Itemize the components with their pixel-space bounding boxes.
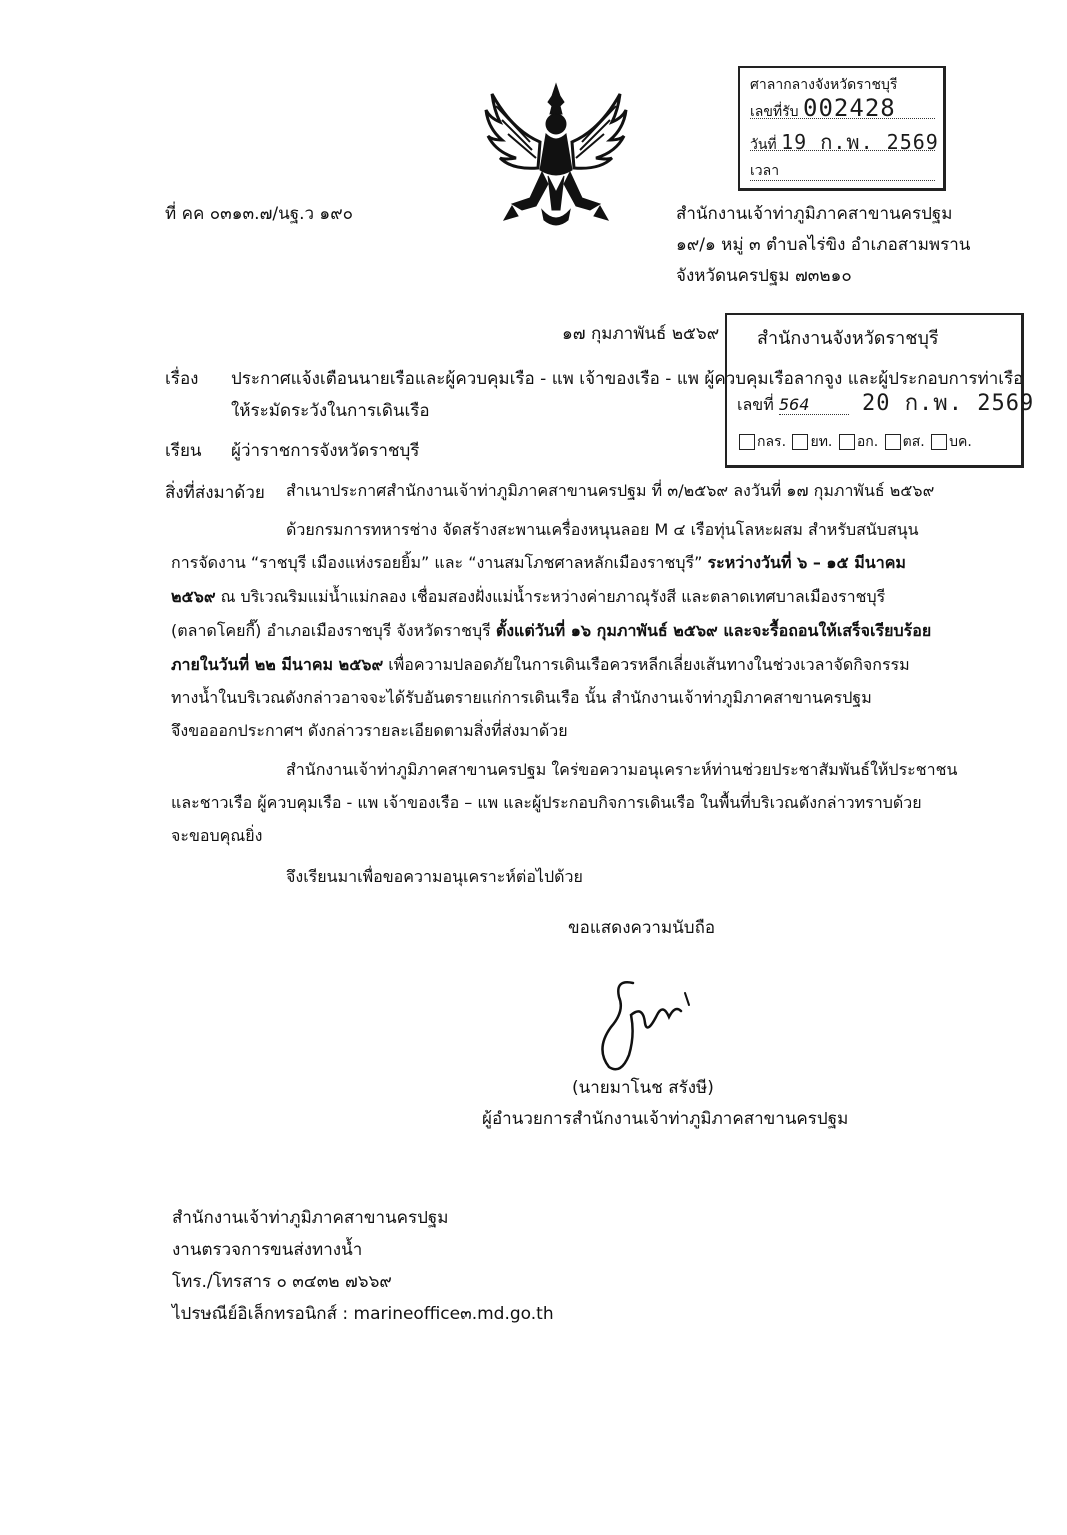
signer-position: ผู้อำนวยการสำนักงานเจ้าท่าภูมิภาคสาขานครปฐม	[482, 1109, 849, 1129]
province-stamp-options: กลร. ยท. อก. ตส. บค.	[737, 431, 972, 453]
province-stamp-office: สำนักงานจังหวัดราชบุรี	[757, 328, 939, 349]
receive-stamp-date: 19 ก.พ. 2569	[781, 130, 939, 154]
receive-stamp	[738, 66, 946, 191]
body-p1-line3: ๒๕๖๙ ณ บริเวณริมแม่น้ำแม่กลอง เชื่อมสองฝั่งแม่น้ำระหว่างค่ายภาณุรังสี และตลาดเทศบาลเมืองราชบุรี	[171, 587, 886, 606]
checkbox-icon	[931, 434, 947, 450]
body-p2-line1: สำนักงานเจ้าท่าภูมิภาคสาขานครปฐม ใคร่ขอความอนุเคราะห์ท่านช่วยประชาสัมพันธ์ให้ประชาชน	[286, 760, 958, 779]
garuda-emblem-icon	[482, 80, 630, 230]
document-date: ๑๗ กุมภาพันธ์ ๒๕๖๙	[562, 324, 720, 344]
sender-address-1: ๑๙/๑ หมู่ ๓ ตำบลไร่ขิง อำเภอสามพราน	[676, 235, 971, 255]
body-p1-line7: จึงขอออกประกาศฯ ดังกล่าวรายละเอียดตามสิ่งที่ส่งมาด้วย	[171, 721, 568, 740]
province-stamp-number-label: เลขที่	[737, 395, 774, 414]
checkbox-icon	[739, 434, 755, 450]
footer-section: งานตรวจการขนส่งทางน้ำ	[172, 1240, 363, 1260]
closing-regards: ขอแสดงความนับถือ	[568, 918, 716, 938]
enclosure-value: สำเนาประกาศสำนักงานเจ้าท่าภูมิภาคสาขานครปฐม ที่ ๓/๒๕๖๙ ลงวันที่ ๑๗ กุมภาพันธ์ ๒๕๖๙	[286, 481, 935, 500]
body-p2-line3: จะขอบคุณยิ่ง	[171, 826, 263, 845]
signature-icon	[585, 975, 725, 1075]
to-label: เรียน	[165, 441, 202, 461]
receive-stamp-number-label: เลขที่รับ	[750, 104, 799, 120]
province-stamp	[725, 313, 1035, 468]
body-p2-line2: และชาวเรือ ผู้ควบคุมเรือ - แพ เจ้าของเรือ – แพ และผู้ประกอบกิจการเดินเรือ ในพื้นที่บริเวณดังกล่าวทราบด้วย	[171, 793, 922, 812]
body-p1-line6: ทางน้ำในบริเวณดังกล่าวอาจจะได้รับอันตรายแก่การเดินเรือ นั้น สำนักงานเจ้าท่าภูมิภาคสาขานครปฐม	[171, 688, 872, 707]
body-p1-line4: (ตลาดโคยกี๊) อำเภอเมืองราชบุรี จังหวัดราชบุรี ตั้งแต่วันที่ ๑๖ กุมภาพันธ์ ๒๕๖๙ และจะรื้อถอนให้เสร็จเรียบร้อย	[171, 621, 932, 640]
body-p1-line2: การจัดงาน “ราชบุรี เมืองแห่งรอยยิ้ม” และ “งานสมโภชศาลหลักเมืองราชบุรี” ระหว่างวันที่ ๖ – ๑๕ มีนาคม	[171, 553, 906, 572]
body-p3: จึงเรียนมาเพื่อขอความอนุเคราะห์ต่อไปด้วย	[286, 867, 583, 886]
body-p1-line1: ด้วยกรมการทหารช่าง จัดสร้างสะพานเครื่องหนุนลอย M ๔ เรือทุ่นโลหะผสม สำหรับสนับสนุน	[286, 520, 919, 539]
province-stamp-number: 564	[779, 395, 849, 415]
to-value: ผู้ว่าราชการจังหวัดราชบุรี	[231, 441, 420, 461]
receive-stamp-date-label: วันที่	[750, 137, 777, 153]
footer-email: ไปรษณีย์อิเล็กทรอนิกส์ : marineoffice๓.md.go.th	[172, 1304, 554, 1324]
subject-label: เรื่อง	[165, 369, 199, 389]
checkbox-icon	[792, 434, 808, 450]
signature	[585, 975, 725, 1075]
receive-stamp-office: ศาลากลางจังหวัดราชบุรี	[750, 77, 898, 93]
sender-office: สำนักงานเจ้าท่าภูมิภาคสาขานครปฐม	[676, 204, 953, 224]
subject-line-2: ให้ระมัดระวังในการเดินเรือ	[231, 401, 430, 421]
checkbox-icon	[839, 434, 855, 450]
document-ref: ที่ คค ๐๓๑๓.๗/นฐ.ว ๑๙๐	[165, 204, 354, 224]
signer-name: (นายมาโนช สรังษี)	[572, 1078, 714, 1098]
garuda-emblem	[482, 80, 630, 230]
footer-phone: โทร./โทรสาร ๐ ๓๔๓๒ ๗๖๖๙	[172, 1272, 392, 1292]
subject-line-1: ประกาศแจ้งเตือนนายเรือและผู้ควบคุมเรือ - แพ เจ้าของเรือ - แพ ผู้ควบคุมเรือลากจูง และผู้ประกอบการท่าเรือ	[231, 369, 1024, 389]
sender-address-2: จังหวัดนครปฐม ๗๓๒๑๐	[676, 266, 852, 286]
receive-stamp-time-label: เวลา	[750, 163, 780, 179]
body-p1-line5: ภายในวันที่ ๒๒ มีนาคม ๒๕๖๙ เพื่อความปลอดภัยในการเดินเรือควรหลีกเลี่ยงเส้นทางในช่วงเวลาจัดกิจกรรม	[171, 655, 910, 674]
enclosure-label: สิ่งที่ส่งมาด้วย	[165, 483, 265, 503]
footer-office: สำนักงานเจ้าท่าภูมิภาคสาขานครปฐม	[172, 1208, 449, 1228]
receive-stamp-number: 002428	[803, 94, 896, 122]
province-stamp-date: 20 ก.พ. 2569	[861, 391, 1035, 416]
checkbox-icon	[885, 434, 901, 450]
